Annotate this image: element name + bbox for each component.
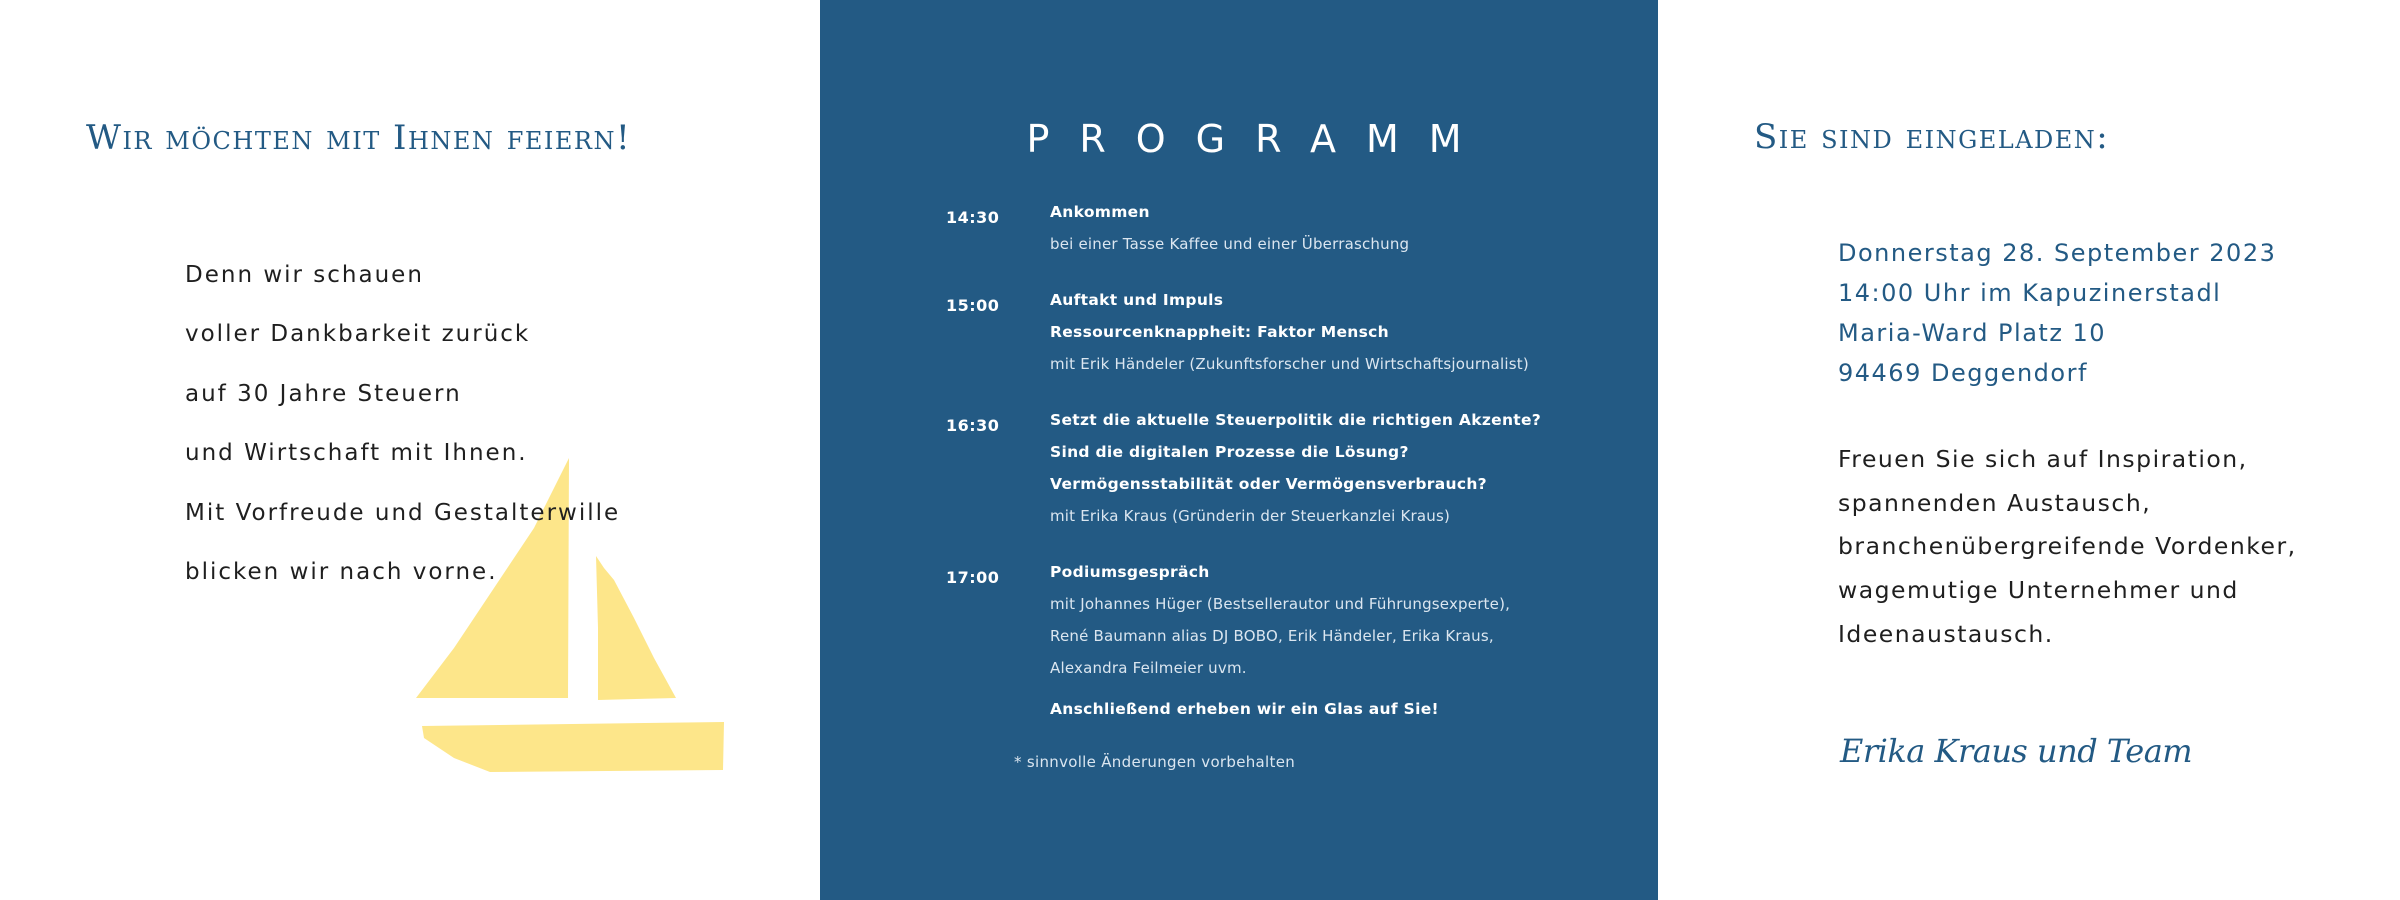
invitation-line: Freuen Sie sich auf Inspiration,	[1838, 445, 2248, 473]
program-item-detail: bei einer Tasse Kaffee und einer Überraschung	[1050, 235, 1410, 253]
program-time: 15:00	[946, 296, 1000, 315]
welcome-line: voller Dankbarkeit zurück	[185, 321, 531, 348]
welcome-panel	[0, 0, 820, 900]
program-item-detail: René Baumann alias DJ BOBO, Erik Händeler, Erika Kraus,	[1050, 627, 1494, 645]
program-item-title: Podiumsgespräch	[1050, 563, 1210, 581]
welcome-line: blicken wir nach vorne.	[185, 559, 498, 586]
event-date: Donnerstag 28. September 2023	[1838, 239, 2277, 267]
event-details	[1838, 233, 2276, 393]
program-item-body	[1050, 556, 1646, 684]
invitation-line: branchenübergreifende Vordenker,	[1838, 532, 2297, 561]
program-item-title: Ressourcenknappheit: Faktor Mensch	[1050, 323, 1389, 341]
program-panel	[820, 0, 1658, 900]
program-item-detail: Alexandra Feilmeier uvm.	[1050, 659, 1247, 677]
event-city: 94469 Deggendorf	[1838, 359, 2088, 387]
program-item-title: Ankommen	[1050, 203, 1150, 221]
program-item-body	[1050, 404, 1646, 532]
program-item	[946, 556, 1646, 684]
sailboat-hull	[422, 722, 724, 772]
program-item-title: Vermögensstabilität oder Vermögensverbrauch?	[1050, 475, 1487, 493]
invitation-panel	[1658, 0, 2400, 900]
welcome-line: auf 30 Jahre Steuern	[185, 380, 462, 407]
program-item	[946, 284, 1646, 380]
program-item-body	[1050, 196, 1646, 260]
program-title: PROGRAMM	[1026, 117, 1492, 161]
program-item-detail: mit Erik Händeler (Zukunftsforscher und Wirtschaftsjournalist)	[1050, 355, 1529, 373]
program-list	[946, 196, 1646, 708]
welcome-line: Mit Vorfreude und Gestalterwille	[185, 499, 621, 526]
event-time-venue: 14:00 Uhr im Kapuzinerstadl	[1838, 279, 2222, 307]
invitation-line: Ideenaustausch.	[1838, 619, 2054, 648]
program-item-title: Auftakt und Impuls	[1050, 291, 1224, 309]
invitation-heading: Sie sind eingeladen:	[1754, 117, 2110, 157]
event-street: Maria-Ward Platz 10	[1838, 319, 2107, 347]
welcome-text	[185, 246, 620, 602]
welcome-line: und Wirtschaft mit Ihnen.	[185, 440, 528, 467]
signature: Erika Kraus und Team	[1840, 732, 2193, 770]
invitation-line: wagemutige Unternehmer und	[1838, 576, 2239, 605]
program-item-detail: mit Erika Kraus (Gründerin der Steuerkanzlei Kraus)	[1050, 507, 1451, 525]
program-item-title: Sind die digitalen Prozesse die Lösung?	[1050, 443, 1409, 461]
program-item	[946, 196, 1646, 260]
invitation-text	[1838, 438, 2297, 657]
program-item-detail: mit Johannes Hüger (Bestsellerautor und Führungsexperte),	[1050, 595, 1511, 613]
program-item	[946, 404, 1646, 532]
invitation-line: spannenden Austausch,	[1838, 488, 2152, 517]
program-footnote: * sinnvolle Änderungen vorbehalten	[1014, 753, 1296, 771]
program-item-body	[1050, 284, 1646, 380]
welcome-heading: Wir möchten mit Ihnen feiern!	[86, 118, 632, 158]
program-closing: Anschließend erheben wir ein Glas auf Sie!	[1050, 700, 1439, 718]
program-time: 17:00	[946, 568, 1000, 587]
program-time: 16:30	[946, 416, 1000, 435]
welcome-line: Denn wir schauen	[185, 262, 424, 288]
program-item-title: Setzt die aktuelle Steuerpolitik die richtigen Akzente?	[1050, 411, 1542, 429]
program-time: 14:30	[946, 208, 1000, 227]
